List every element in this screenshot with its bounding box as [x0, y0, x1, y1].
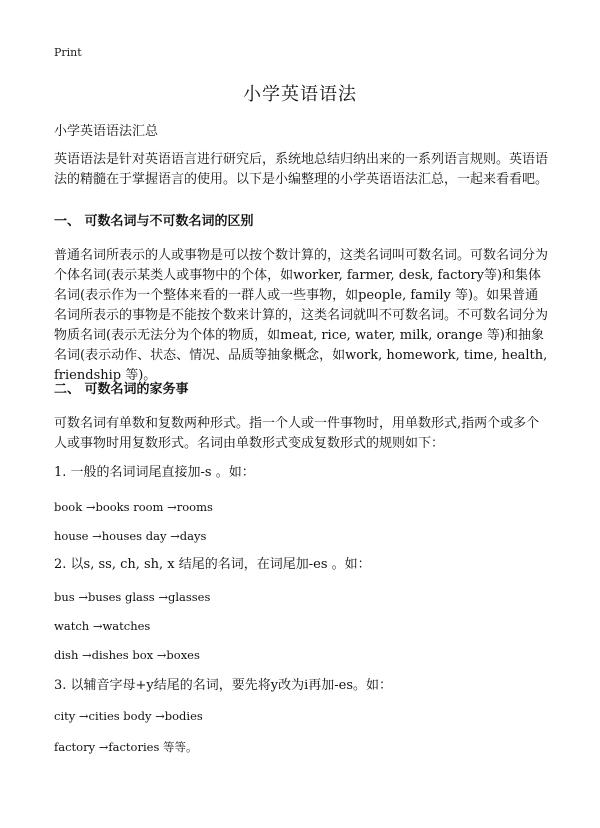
- section-body-plural-rules: 可数名词有单数和复数两种形式。指一个人或一件事物时，用单数形式,指两个或多个人或事物时用复数形式。名词由单数形式变成复数形式的规则如下：: [54, 416, 540, 451]
- intro-paragraph: 英语语法是针对英语语言进行研究后，系统地总结归纳出来的一系列语言规则。英语语法的精髓在于掌握语言的使用。以下是小编整理的小学英语语法汇总，一起来看看吧。: [54, 152, 549, 187]
- document-subtitle: 小学英语语法汇总: [54, 124, 159, 139]
- page-title: 小学英语语法: [243, 84, 357, 105]
- example-line: factory →factories 等等。: [54, 740, 198, 754]
- section-heading-countable-nouns: 一、 可数名词与不可数名词的区别: [54, 214, 254, 229]
- example-line: city →cities body →bodies: [54, 709, 203, 723]
- example-line: bus →buses glass →glasses: [54, 590, 211, 604]
- rule-item: 2. 以s, ss, ch, sh, x 结尾的名词，在词尾加-es 。如：: [54, 557, 371, 572]
- section-heading-plural-rules: 二、 可数名词的家务事: [54, 382, 189, 397]
- example-line: house →houses day →days: [54, 529, 207, 543]
- rule-item: 3. 以辅音字母+y结尾的名词，要先将y改为i再加-es。如：: [54, 678, 393, 693]
- rule-item: 1. 一般的名词词尾直接加-s 。如：: [54, 465, 255, 480]
- print-link[interactable]: Print: [54, 46, 82, 59]
- example-line: watch →watches: [54, 619, 151, 633]
- example-line: book →books room →rooms: [54, 500, 213, 514]
- section-body-countable-nouns: 普通名词所表示的人或事物是可以按个数计算的，这类名词叫可数名词。可数名词分为个体名词(表示某类人或事物中的个体，如worker, farmer, desk, factory等)和集体名词(表示作为一个整体来看的一群人或一些事物，如people, family 等)。如果普通名词所表示的事物是不能按个数来计算的，这类名词就叫不可数名词。不可数名词分为物质名词(表示无法分为个体的物质，如meat, rice, water, milk, orange 等)和抽象名词(表示动作、状态、情况、品质等抽象概念，如work, homework, time, health, friendship 等)。: [54, 248, 549, 383]
- example-line: dish →dishes box →boxes: [54, 648, 200, 662]
